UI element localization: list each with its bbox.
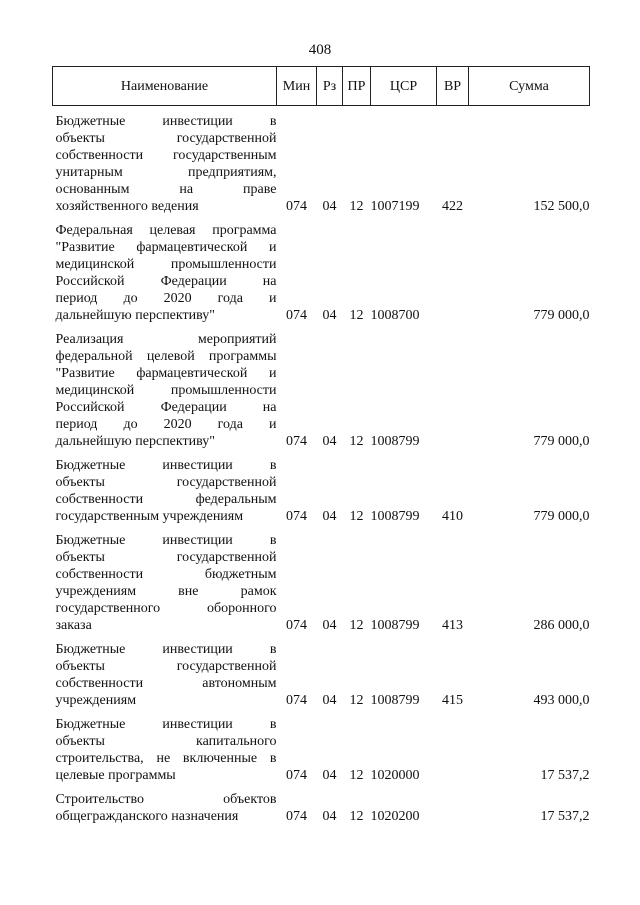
row-name-line: Реализация мероприятий	[55, 332, 277, 347]
row-sum: 779 000,0	[533, 434, 590, 449]
row-name-line: заказа	[55, 618, 92, 633]
row-name-line: объекты государственной	[55, 550, 277, 565]
row-csr: 1008700	[370, 308, 420, 323]
row-pr: 12	[349, 509, 364, 524]
table-row	[53, 450, 590, 525]
row-pr: 12	[349, 809, 364, 824]
row-name-line: объекты государственной	[55, 131, 277, 146]
row-min: 074	[286, 509, 307, 524]
row-csr: 1007199	[370, 199, 420, 214]
row-min: 074	[286, 199, 307, 214]
row-pr: 12	[349, 199, 364, 214]
row-min: 074	[286, 618, 307, 633]
row-name-line: собственности бюджетным	[55, 567, 277, 582]
row-name-line: Бюджетные инвестиции в	[55, 533, 277, 548]
row-vr	[437, 709, 469, 784]
row-name-line: хозяйственного ведения	[55, 199, 199, 214]
row-name-line: дальнейшую перспективу"	[55, 308, 215, 323]
table-row	[53, 215, 590, 324]
row-min: 074	[286, 434, 307, 449]
row-rz: 04	[322, 618, 337, 633]
row-name-line: медицинской промышленности	[55, 257, 277, 272]
row-name-line: медицинской промышленности	[55, 383, 277, 398]
table-row	[53, 709, 590, 784]
row-vr: 415	[442, 693, 463, 708]
row-name-line: период до 2020 года и	[55, 291, 277, 306]
row-rz: 04	[322, 768, 337, 783]
row-name-line: Бюджетные инвестиции в	[55, 458, 277, 473]
header-name: Наименование	[53, 67, 277, 106]
row-pr: 12	[349, 434, 364, 449]
row-name-line: собственности государственным	[55, 148, 277, 163]
row-pr: 12	[349, 618, 364, 633]
row-vr	[437, 215, 469, 324]
row-min: 074	[286, 768, 307, 783]
row-name-line: объекты государственной	[55, 659, 277, 674]
row-name-line: Российской Федерации на	[55, 274, 277, 289]
row-csr: 1020200	[370, 809, 420, 824]
row-vr	[437, 784, 469, 825]
row-sum: 779 000,0	[533, 308, 590, 323]
row-name-line: объекты капитального	[55, 734, 277, 749]
row-name-line: строительства, не включенные в	[55, 751, 277, 766]
row-name	[53, 450, 277, 525]
row-name-line: государственного оборонного	[55, 601, 277, 616]
row-rz: 04	[322, 434, 337, 449]
row-name	[53, 709, 277, 784]
row-name	[53, 525, 277, 634]
table-row	[53, 324, 590, 450]
row-sum: 152 500,0	[533, 199, 590, 214]
row-name-line: собственности автономным	[55, 676, 277, 691]
row-name-line: "Развитие фармацевтической и	[55, 366, 277, 381]
row-min: 074	[286, 308, 307, 323]
row-name	[53, 215, 277, 324]
header-pr: ПР	[343, 67, 371, 106]
row-vr: 422	[442, 199, 463, 214]
row-name-line: "Развитие фармацевтической и	[55, 240, 277, 255]
row-name-line: основанным на праве	[55, 182, 277, 197]
row-name-line: унитарным предприятиям,	[55, 165, 277, 180]
row-pr: 12	[349, 693, 364, 708]
row-csr: 1008799	[370, 434, 420, 449]
row-sum: 493 000,0	[533, 693, 590, 708]
row-min: 074	[286, 693, 307, 708]
row-name-line: Российской Федерации на	[55, 400, 277, 415]
row-name-line: учреждениям вне рамок	[55, 584, 277, 599]
table-row	[53, 784, 590, 825]
row-sum: 286 000,0	[533, 618, 590, 633]
page-number: 408	[308, 42, 332, 58]
row-min: 074	[286, 809, 307, 824]
row-name	[53, 784, 277, 825]
budget-table	[52, 66, 590, 825]
row-name-line: государственным учреждениям	[55, 509, 244, 524]
row-name-line: собственности федеральным	[55, 492, 277, 507]
row-sum: 779 000,0	[533, 509, 590, 524]
row-name-line: период до 2020 года и	[55, 417, 277, 432]
row-name-line: Строительство объектов	[55, 792, 277, 807]
row-rz: 04	[322, 308, 337, 323]
table-row	[53, 634, 590, 709]
row-csr: 1008799	[370, 509, 420, 524]
header-sum: Сумма	[469, 67, 590, 106]
table-row	[53, 106, 590, 216]
row-name-line: общегражданского назначения	[55, 809, 239, 824]
row-rz: 04	[322, 509, 337, 524]
row-sum: 17 537,2	[540, 809, 590, 824]
row-name-line: Бюджетные инвестиции в	[55, 717, 277, 732]
table-header-row	[53, 67, 590, 106]
header-rz: Рз	[317, 67, 343, 106]
row-rz: 04	[322, 199, 337, 214]
header-min: Мин	[277, 67, 317, 106]
row-name-line: объекты государственной	[55, 475, 277, 490]
row-csr: 1008799	[370, 693, 420, 708]
header-csr: ЦСР	[371, 67, 437, 106]
row-csr: 1020000	[370, 768, 420, 783]
row-name-line: Бюджетные инвестиции в	[55, 114, 277, 129]
table-row	[53, 525, 590, 634]
row-name-line: Бюджетные инвестиции в	[55, 642, 277, 657]
row-name	[53, 106, 277, 216]
row-csr: 1008799	[370, 618, 420, 633]
row-name	[53, 634, 277, 709]
row-sum: 17 537,2	[540, 768, 590, 783]
row-name-line: дальнейшую перспективу"	[55, 434, 215, 449]
header-vr: ВР	[437, 67, 469, 106]
row-name-line: Федеральная целевая программа	[55, 223, 277, 238]
row-name-line: целевые программы	[55, 768, 176, 783]
row-rz: 04	[322, 809, 337, 824]
row-vr	[437, 324, 469, 450]
row-pr: 12	[349, 768, 364, 783]
row-pr: 12	[349, 308, 364, 323]
row-vr: 413	[442, 618, 463, 633]
row-name	[53, 324, 277, 450]
row-vr: 410	[442, 509, 463, 524]
row-rz: 04	[322, 693, 337, 708]
row-name-line: федеральной целевой программы	[55, 349, 277, 364]
row-name-line: учреждениям	[55, 693, 137, 708]
